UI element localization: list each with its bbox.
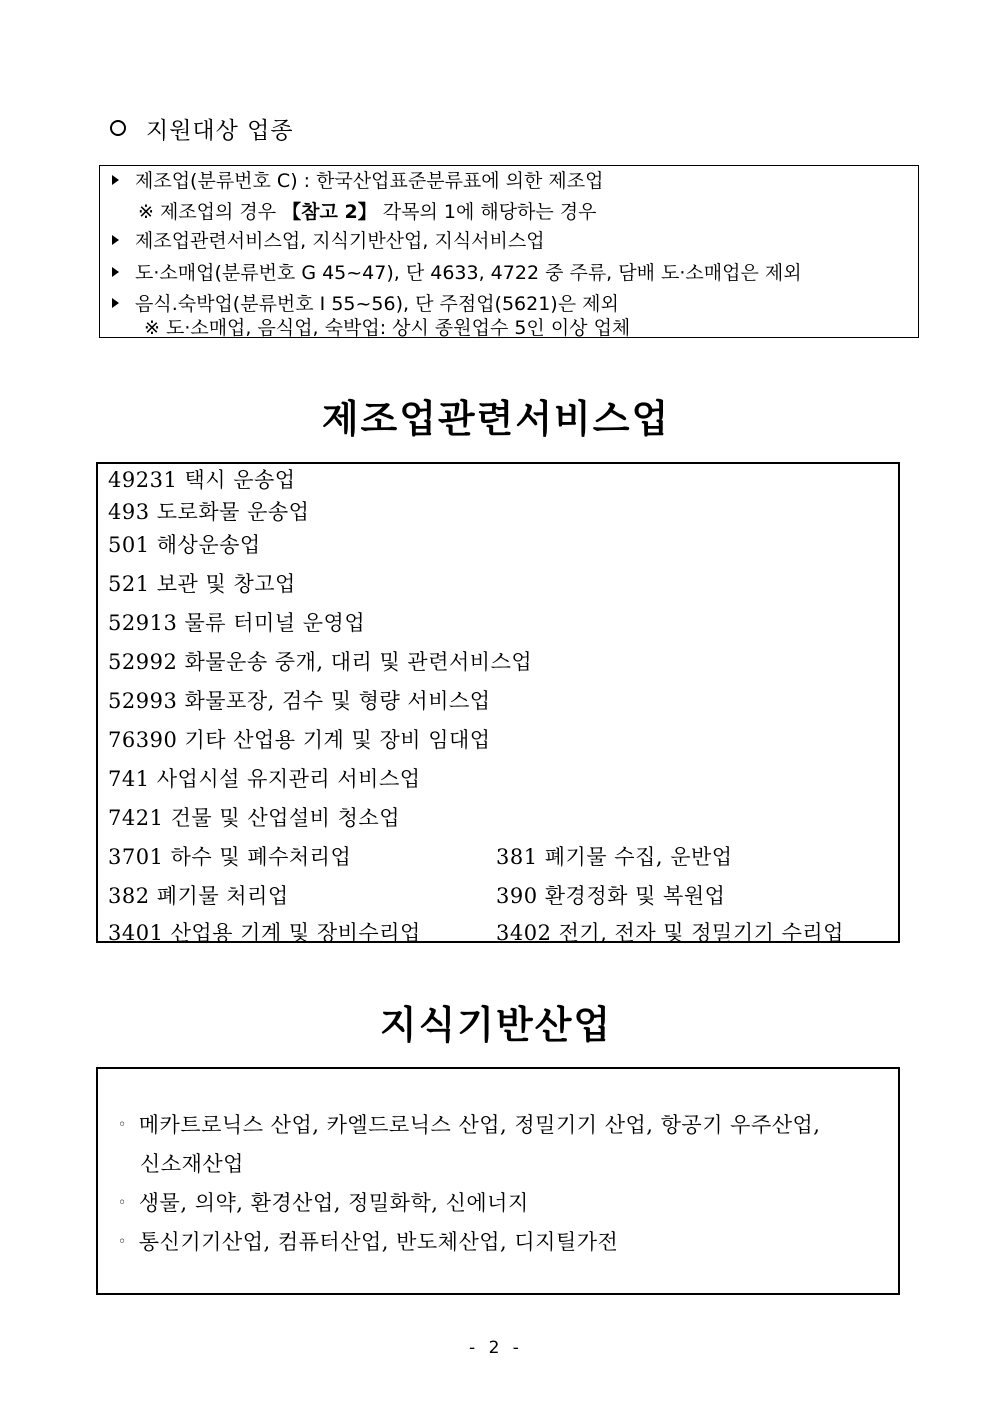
circle-bullet-icon xyxy=(110,120,126,136)
note-text: ※ 도·소매업, 음식업, 숙박업: 상시 종원업수 5인 이상 업체 xyxy=(144,317,631,339)
industry-code-row: 382 폐기물 처리업 xyxy=(108,884,289,908)
knowledge-industry-box xyxy=(96,1067,900,1295)
knowledge-item xyxy=(118,1109,821,1139)
eligibility-note xyxy=(144,313,630,340)
industry-code-row: 52992 화물운송 중개, 대리 및 관련서비스업 xyxy=(108,650,533,674)
industry-code-row: 52913 물류 터미널 운영업 xyxy=(108,611,366,635)
industry-code-row: 3701 하수 및 폐수처리업 xyxy=(108,845,352,869)
eligibility-text: 도·소매업(분류번호 G 45~47), 단 4633, 4722 중 주류, 담배 도·소매업은 제외 xyxy=(135,262,802,284)
knowledge-item-text: 통신기기산업, 컴퓨터산업, 반도체산업, 디지틸가전 xyxy=(138,1230,619,1254)
eligibility-row xyxy=(112,166,603,193)
industry-code-row: 76390 기타 산업용 기계 및 장비 임대업 xyxy=(108,728,491,752)
industry-code-row: 52993 화물포장, 검수 및 형량 서비스업 xyxy=(108,689,491,713)
eligibility-row xyxy=(112,226,545,253)
triangle-bullet-icon xyxy=(112,235,119,245)
triangle-bullet-icon xyxy=(112,175,119,185)
industry-code-row: 493 도로화물 운송업 xyxy=(108,500,310,524)
section-title: 지식기반산업 xyxy=(379,1003,613,1047)
small-circle-bullet-icon: ◦ xyxy=(118,1117,127,1133)
eligibility-text: 제조업관련서비스업, 지식기반산업, 지식서비스업 xyxy=(135,230,545,252)
section-title: 제조업관련서비스업 xyxy=(321,397,671,441)
knowledge-item xyxy=(118,1187,529,1217)
industry-code-row: 741 사업시설 유지관리 서비스업 xyxy=(108,767,421,791)
industry-code-row: 3402 전기, 전자 및 정밀기기 수리업 xyxy=(496,921,844,945)
industry-code-row: 390 환경정화 및 복원업 xyxy=(496,884,726,908)
support-heading xyxy=(110,112,294,145)
industry-code-row: 3401 산업용 기계 및 장비수리업 xyxy=(108,921,421,945)
note-reference: 【참고 2】 xyxy=(282,201,377,223)
industry-code-row: 521 보관 및 창고업 xyxy=(108,572,296,596)
eligibility-row xyxy=(112,258,802,285)
eligibility-box xyxy=(99,165,919,338)
industry-code-box xyxy=(96,462,900,943)
eligibility-text: 음식.숙박업(분류번호 I 55~56), 단 주점업(5621)은 제외 xyxy=(135,293,619,315)
industry-code-row: 7421 건물 및 산업설비 청소업 xyxy=(108,806,401,830)
eligibility-text: 제조업(분류번호 C) : 한국산업표준분류표에 의한 제조업 xyxy=(135,170,604,192)
triangle-bullet-icon xyxy=(112,298,119,308)
small-circle-bullet-icon: ◦ xyxy=(118,1195,127,1211)
industry-code-row: 381 폐기물 수집, 운반업 xyxy=(496,845,733,869)
page-number: - 2 - xyxy=(469,1338,523,1358)
support-heading-label: 지원대상 업종 xyxy=(146,118,294,144)
eligibility-note xyxy=(138,197,597,224)
knowledge-item xyxy=(118,1226,618,1256)
small-circle-bullet-icon: ◦ xyxy=(118,1234,127,1250)
triangle-bullet-icon xyxy=(112,267,119,277)
note-text: 각목의 1에 해당하는 경우 xyxy=(376,201,597,223)
industry-code-row: 49231 택시 운송업 xyxy=(108,468,296,492)
knowledge-item-continuation: 신소재산업 xyxy=(140,1152,244,1176)
eligibility-row xyxy=(112,289,619,316)
knowledge-item-text: 메카트로닉스 산업, 카엘드로닉스 산업, 정밀기기 산업, 항공기 우주산업, xyxy=(138,1113,821,1137)
industry-code-row: 501 해상운송업 xyxy=(108,533,261,557)
note-text: ※ 제조업의 경우 xyxy=(138,201,283,223)
knowledge-item-text: 생물, 의약, 환경산업, 정밀화학, 신에너지 xyxy=(138,1191,529,1215)
